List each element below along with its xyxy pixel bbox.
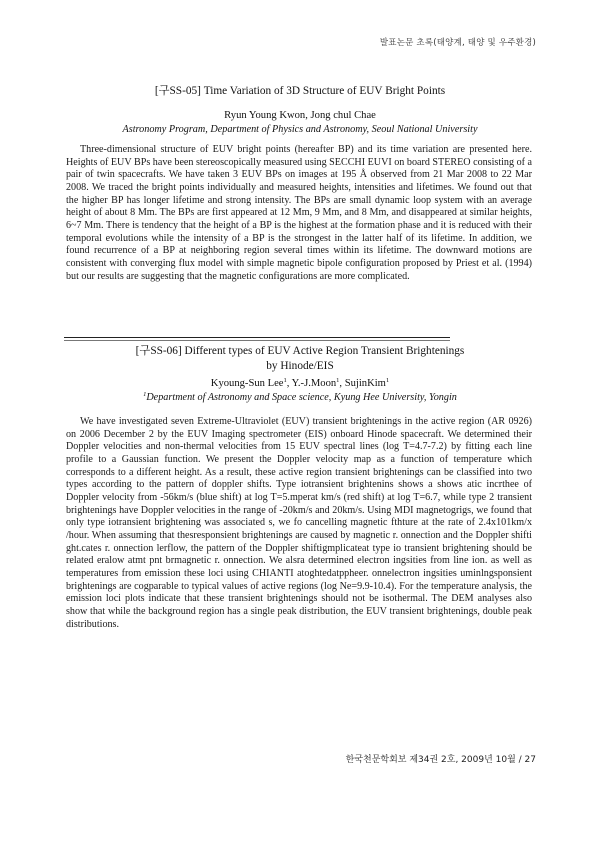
article1-title: [구SS-05] Time Variation of 3D Structure of EUV Bright Points bbox=[154, 85, 446, 97]
author-affil-marker: 1 bbox=[385, 377, 390, 384]
section-divider bbox=[64, 337, 450, 338]
article2-abstract: We have investigated seven Extreme-Ultraviolet (EUV) transient brightenings in the active region (AR 0926) on 2006 December 2 by the EUV Imaging spectrometer (EIS) onboard Hinode spacecraft. We determined their Doppler velocities and non-thermal velocities from 15 EUV spectral lines (log T=4.7-7.2) by fitting each line profile to a Gaussian function. We present the Doppler velocity map as a function of temperature which corresponds to a different height. As a result, these active region transient brightenings can be classified into two types according to the pattern of doppler shifts. Type iotransient brightenins shows a shows atic incrthee of Doppler velocity from -56km/s (blue shift) at log T=5.mperat km/s (red shift) at log T=6.7, while type 2 transient brightenings have Doppler velocities in the range of -20km/s and 20km/s. Using MDI magnetogrigs, we found that only type iotransient brightening was associated s, we fo cancelling magnetic fthture at the rate of 2.4x101km/x /hour. When assuming that thesresponsient brightenings are caused by magnetic r. onnection and the Doppler shifti ght.cates r. onnection lerflow, the pattern of the Doppler shiftigmplicateat type io transient brightening should be related eralow atmt pnt brmagnetic r. onnection. We alsra determined electron ingsities from line ion. as well as temperatures from emission these loci using CHIANTI atoghtedatppheer. onnelectron ingsities uminlngsponsient brightenings are cogparable to typical values of active regions (log Ne=9.9-10.4). For the temperature analysis, the emission loci plots indicate that these transient brightenings should not be isothermal. The DEM analyses also show that while the background region has a single peak distribution, the EUV transient brightenings, double peak distributions. bbox=[66, 416, 532, 630]
page-footer: 한국천문학회보 제34권 2호, 2009년 10월 / 27 bbox=[345, 755, 536, 765]
article2-title-line1: [구SS-06] Different types of EUV Active Region Transient Brightenings bbox=[135, 345, 465, 357]
author-name: SujinKim bbox=[344, 378, 386, 389]
author-name: Kyoung-Sun Lee bbox=[210, 378, 284, 389]
author-affil-marker: 1 bbox=[283, 377, 287, 384]
article2-affiliation: Department of Astronomy and Space science, Kyung Hee University, Yongin bbox=[146, 392, 457, 403]
article2-authors: Kyoung-Sun Lee$^1$, Y.-J.Moon$^1$, SujinKim$^1$ bbox=[210, 377, 390, 389]
article2-affiliation-line bbox=[64, 392, 536, 403]
article1-abstract: Three-dimensional structure of EUV bright points (hereafter BP) and its time variation are presented here. Heights of EUV BPs have been stereoscopically measured using SECCHI EUVI on board STEREO consisting of a pair of twin spacecrafts. We have taken 3 EUV BPs on images at 195 Å observed from 21 Mar 2008 to 22 Mar 2008. We traced the bright points individually and measured heights, intensities and lifetimes. We found out that the higher BP has longer lifetime and strong intensity. The BPs are small dynamic loop system with an average height of about 8 Mm. The BPs are first appeared at 12 Mm, 9 Mm, and 8 Mm, and disappeared at similar heights, 6~7 Mm. There is tendency that the height of a BP is the highest at the formation phase and it is reduced with their temporal evolutions while the intensity of a BP is the strongest in the latter half of its lifetime. In addition, we found recurrence of a BP at neighboring region several times within its lifetime. The downward motions are consistent with converging flux model with simple magnetic bipole configuration proposed by Priest et al. (1994) but our results are suggesting that the magnetic configurations are more complicated. bbox=[66, 144, 532, 282]
article2-title-line2: by Hinode/EIS bbox=[266, 360, 334, 372]
affiliation-marker: 1 bbox=[143, 391, 147, 398]
article2-title bbox=[64, 344, 536, 374]
author-name: Y.-J.Moon bbox=[291, 378, 337, 389]
section-divider-secondary bbox=[64, 340, 450, 341]
article1-affiliation: Astronomy Program, Department of Physics and Astronomy, Seoul National University bbox=[122, 124, 478, 135]
article1-authors: Ryun Young Kwon, Jong chul Chae bbox=[224, 110, 376, 121]
running-header: 발표논문 초록(태양계, 태양 및 우주환경) bbox=[379, 38, 536, 48]
author-affil-marker: 1 bbox=[336, 377, 340, 384]
